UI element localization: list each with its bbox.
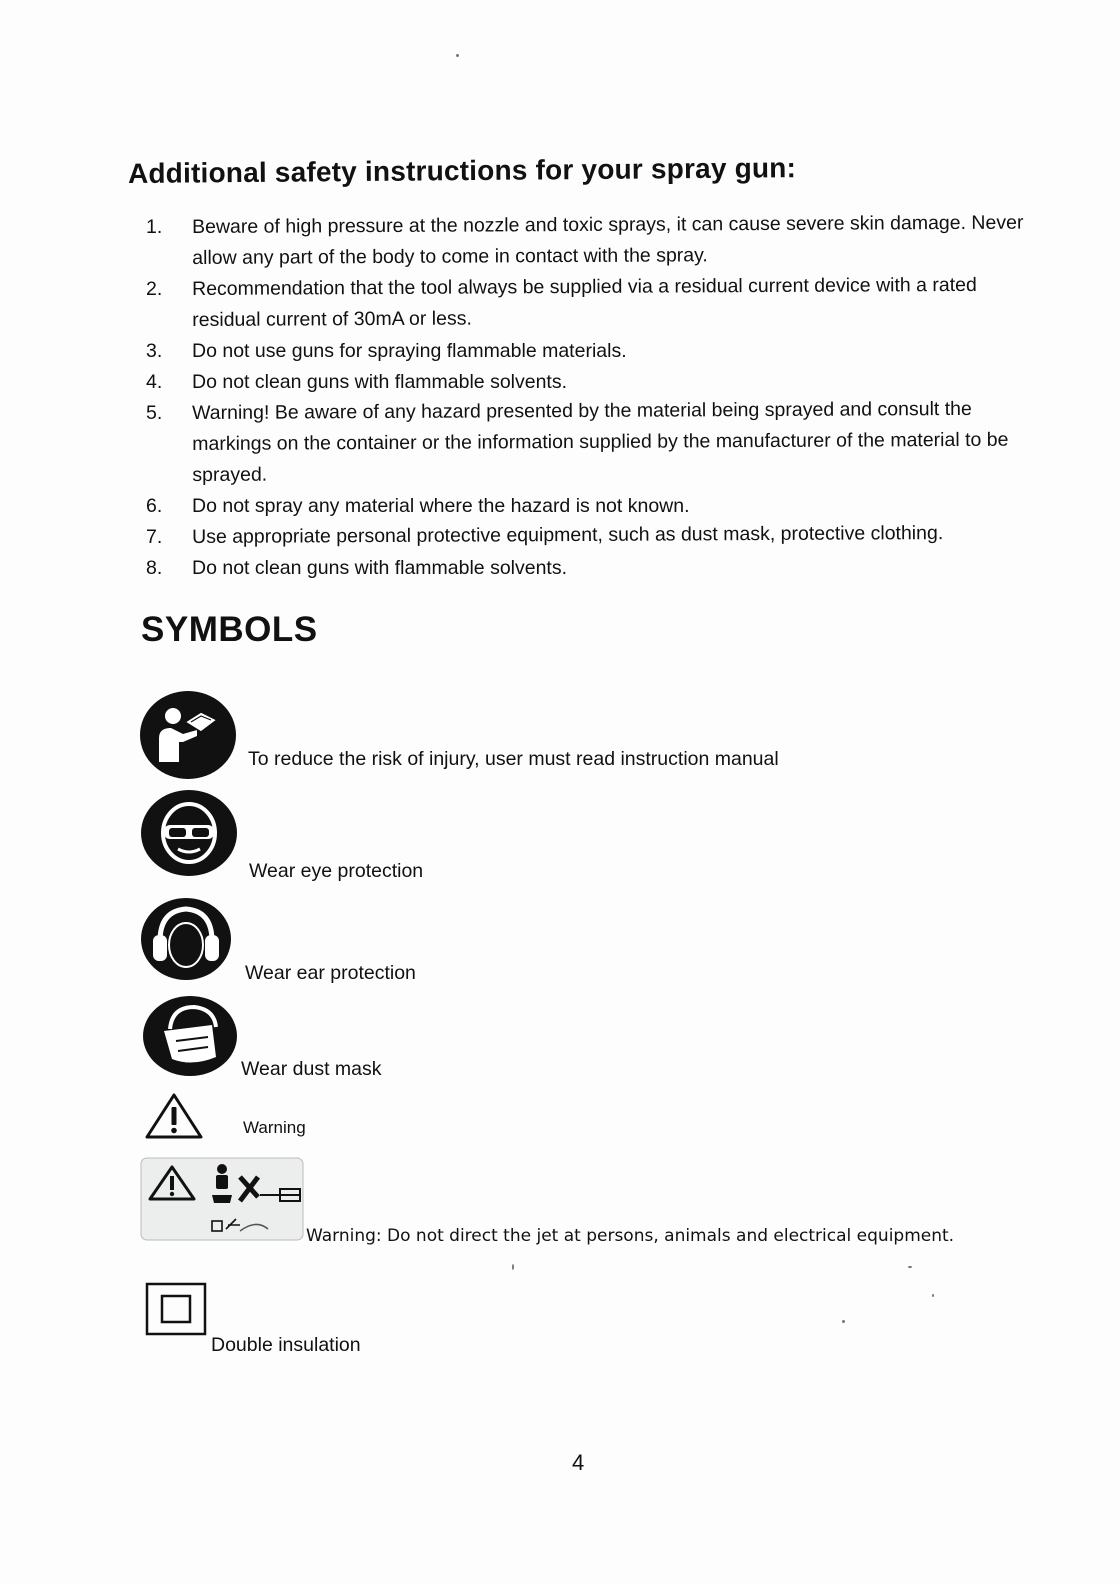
symbols-title: SYMBOLS: [141, 610, 318, 649]
no-jet-at-persons-icon: [140, 1157, 304, 1241]
instruction-item: [146, 398, 1026, 491]
instruction-text: Use appropriate personal protective equipment, such as dust mask, protective clothing.: [192, 522, 944, 548]
instruction-number: 5.: [146, 402, 163, 424]
instruction-text: Recommendation that the tool always be supplied via a residual current device with a rated residual current of 30mA or less.: [192, 273, 977, 331]
symbol-label: Wear ear protection: [245, 962, 416, 984]
instruction-text: Warning! Be aware of any hazard presented by the material being sprayed and consult the markings on the container or the information supplied by the manufacturer of the material to be sprayed.: [192, 397, 1009, 486]
symbol-label: Wear dust mask: [241, 1058, 382, 1080]
instruction-list: [146, 212, 1026, 584]
warning-triangle-icon: [144, 1092, 204, 1140]
section-heading: Additional safety instructions for your spray gun:: [127, 152, 797, 189]
scan-speck: [842, 1320, 845, 1323]
instruction-number: 1.: [146, 216, 163, 238]
instruction-item: [146, 553, 1026, 584]
symbol-label: Warning: Do not direct the jet at persons, animals and electrical equipment.: [306, 1226, 955, 1246]
instruction-text: Do not use guns for spraying flammable materials.: [192, 340, 627, 362]
instruction-text: Do not clean guns with flammable solvents.: [192, 371, 568, 393]
instruction-item: [146, 274, 1026, 336]
scan-speck: [512, 1264, 514, 1270]
instruction-text: Do not clean guns with flammable solvents.: [192, 557, 568, 579]
instruction-text: Beware of high pressure at the nozzle and toxic sprays, it can cause severe skin damage. Never allow any part of the body to come in contact with the spray.: [192, 211, 1024, 269]
ear-protection-icon: [140, 897, 232, 981]
instruction-item: [146, 336, 1026, 367]
page-number: 4: [572, 1450, 585, 1475]
symbol-label: Warning: [243, 1118, 306, 1137]
double-insulation-icon: [145, 1282, 207, 1338]
eye-protection-icon: [140, 789, 238, 877]
instruction-text: Do not spray any material where the hazard is not known.: [192, 495, 690, 517]
scan-speck: [932, 1294, 934, 1297]
instruction-number: 8.: [146, 557, 163, 579]
instruction-number: 6.: [146, 495, 163, 517]
scan-speck: [456, 54, 459, 57]
instruction-number: 7.: [146, 526, 163, 548]
instruction-number: 3.: [146, 340, 163, 362]
scan-speck: [908, 1266, 912, 1268]
symbol-label: Double insulation: [211, 1334, 361, 1356]
instruction-number: 4.: [146, 371, 163, 393]
read-manual-icon: [139, 690, 237, 780]
symbol-label: Wear eye protection: [249, 860, 424, 882]
instruction-number: 2.: [146, 278, 163, 300]
dust-mask-icon: [142, 995, 238, 1077]
symbol-label: To reduce the risk of injury, user must read instruction manual: [248, 748, 779, 770]
instruction-item: [146, 522, 1026, 553]
instruction-item: [146, 212, 1026, 274]
